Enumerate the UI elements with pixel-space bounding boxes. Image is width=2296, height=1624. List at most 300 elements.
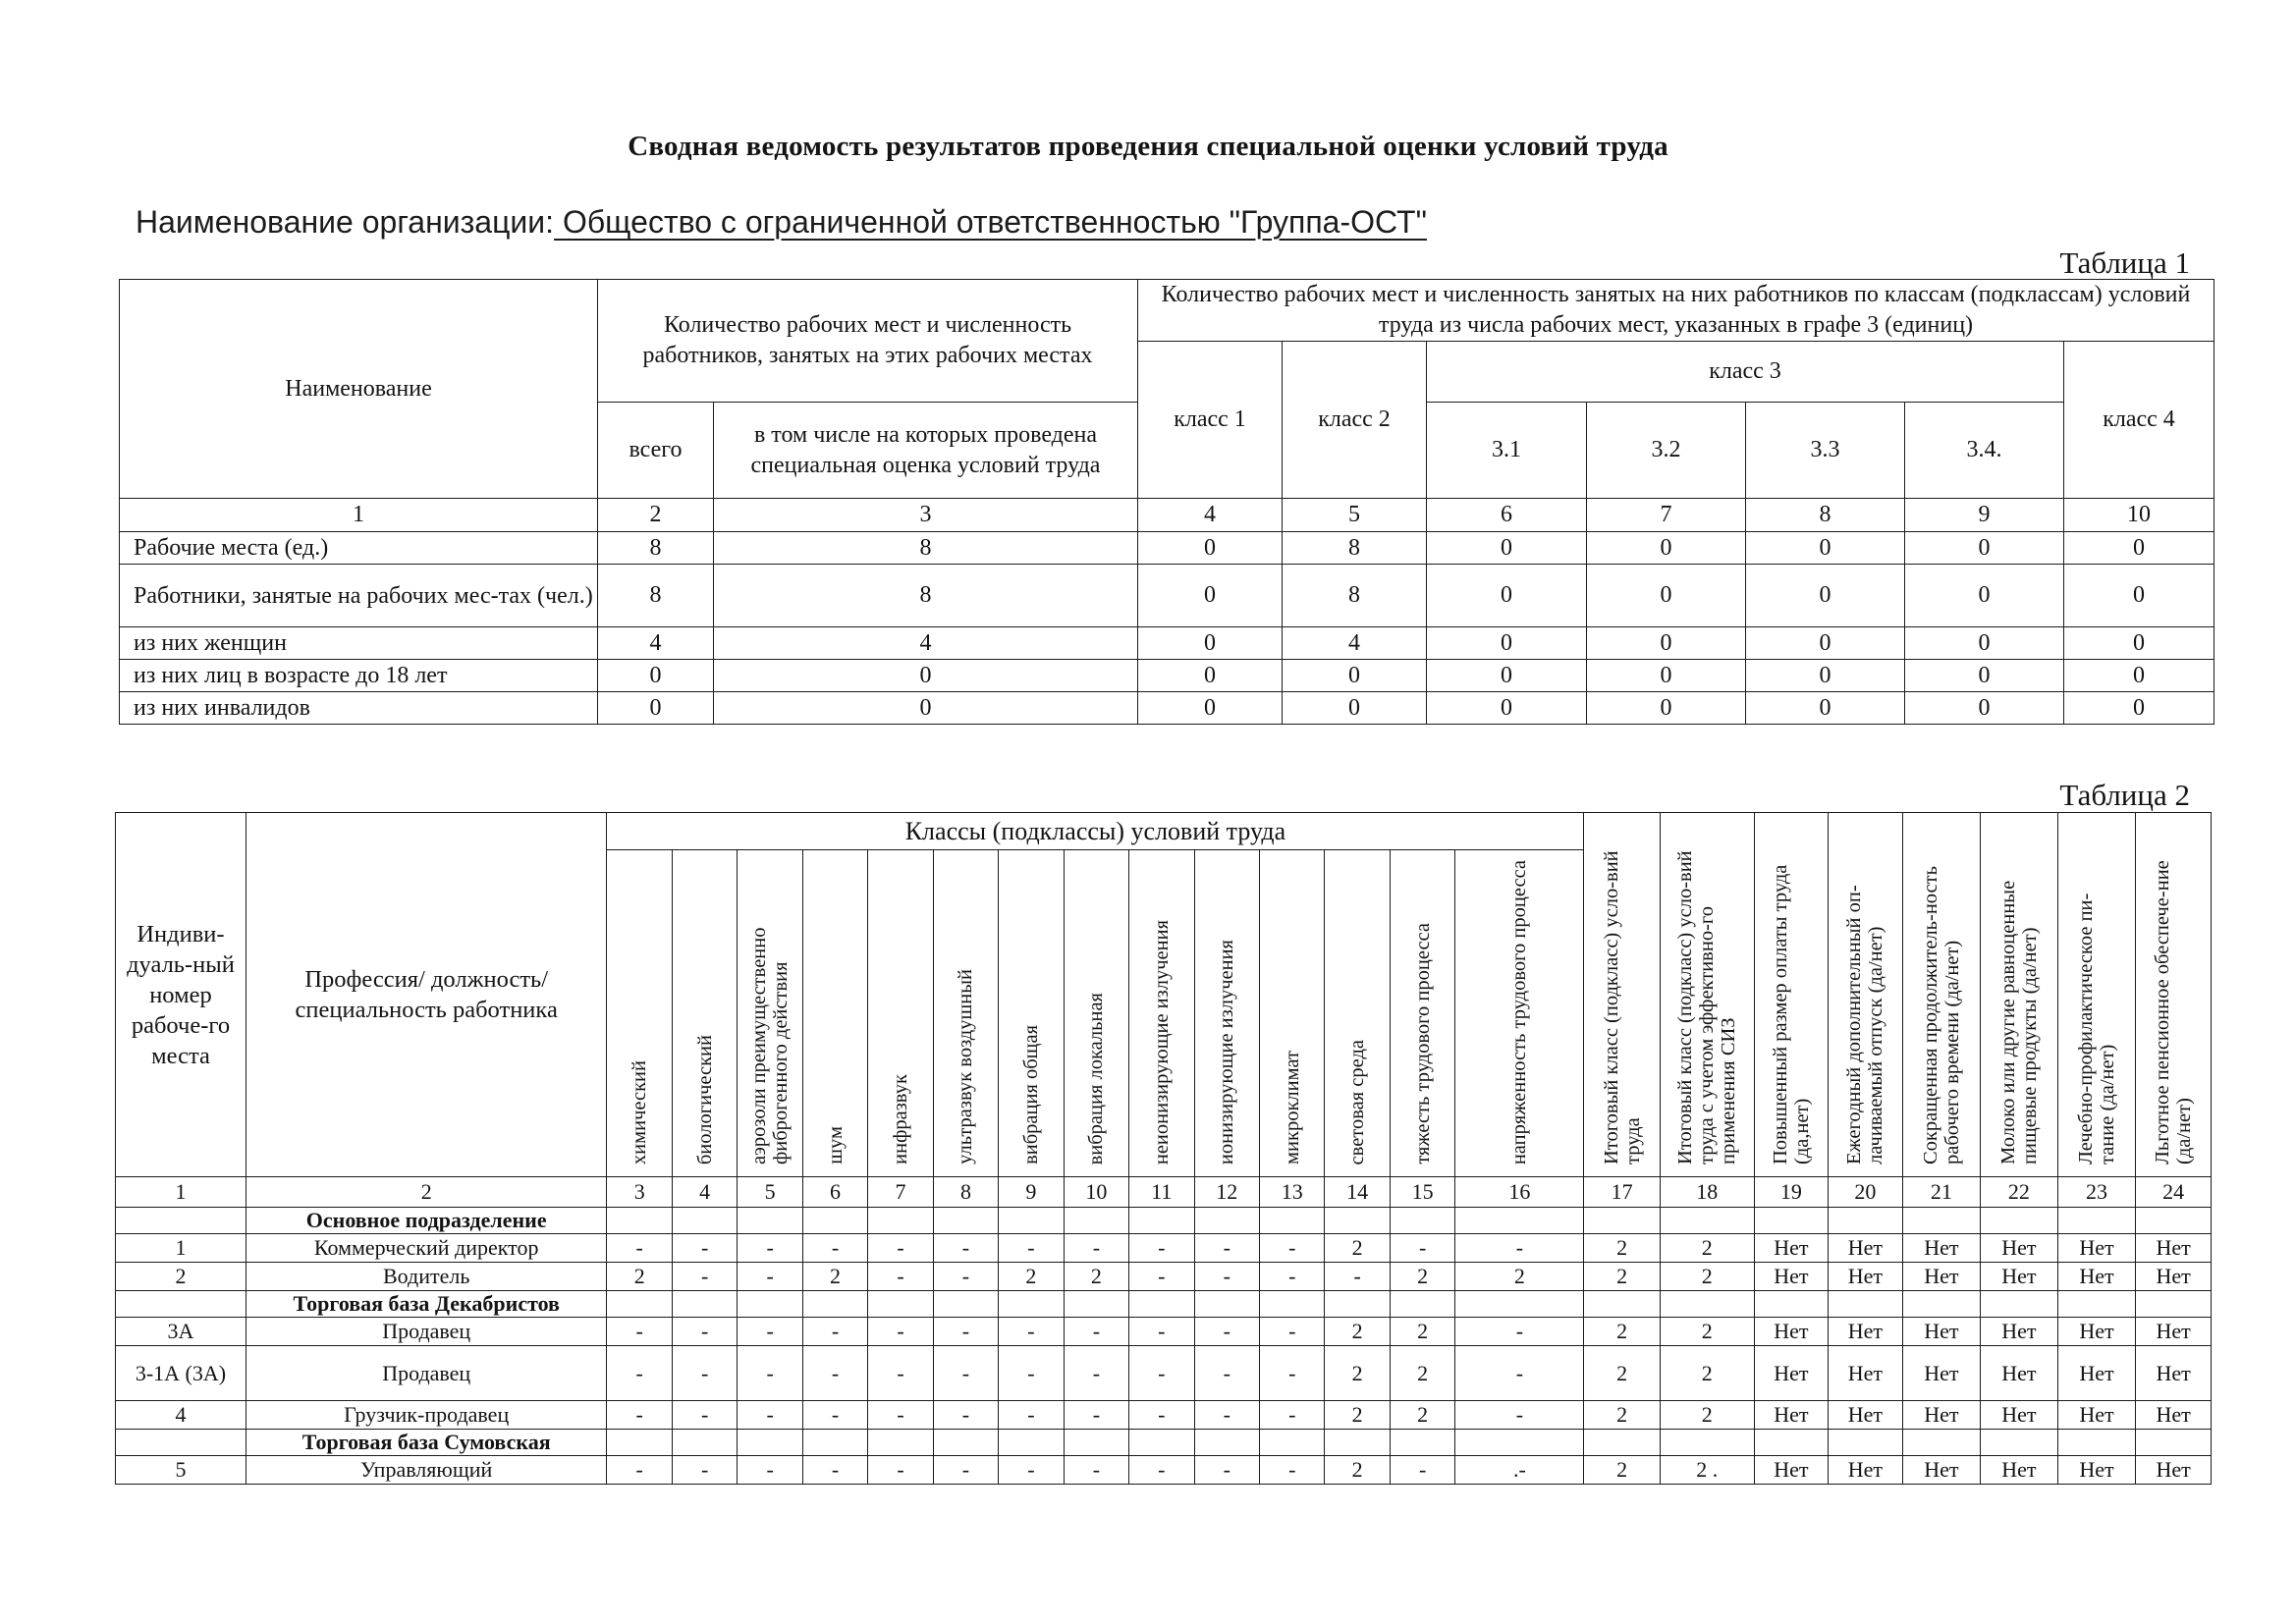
header-class3-1: 3.1	[1427, 403, 1587, 499]
empty-cell	[999, 1291, 1064, 1318]
table-cell: 0	[1138, 532, 1283, 565]
header-pay-text: Повышенный размер оплаты труда (да,нет)	[1769, 864, 1813, 1164]
table-cell: -	[738, 1234, 802, 1263]
row-label: Рабочие места (ед.)	[120, 532, 598, 565]
empty-cell	[1660, 1208, 1754, 1234]
empty-cell	[738, 1430, 802, 1456]
column-number-row	[116, 1177, 2212, 1208]
table-cell: -	[672, 1346, 737, 1401]
header-class3-4: 3.4.	[1905, 403, 2064, 499]
empty-cell	[868, 1208, 933, 1234]
table-row	[120, 692, 2214, 725]
header-shorter-time-text: Сокращенная продолжитель-ность рабочего времени (да/нет)	[1919, 866, 1963, 1164]
workplace-id: 3-1А (3А)	[116, 1346, 246, 1401]
table-cell: 0	[1138, 565, 1283, 627]
empty-cell	[116, 1291, 246, 1318]
table-cell: 2	[1064, 1263, 1128, 1291]
table-cell: -	[868, 1401, 933, 1430]
table-cell: 0	[2064, 692, 2214, 725]
table-cell: -	[933, 1346, 998, 1401]
header-factor-text: шум	[824, 1126, 847, 1164]
table-cell: 0	[714, 692, 1138, 725]
empty-cell	[999, 1430, 1064, 1456]
table-cell: -	[868, 1263, 933, 1291]
header-class4: класс 4	[2064, 342, 2214, 499]
table-cell: -	[1260, 1401, 1325, 1430]
header-factor-text: вибрация локальная	[1085, 992, 1108, 1164]
column-number: 2	[246, 1177, 607, 1208]
table-cell: 0	[1427, 660, 1587, 692]
table-cell: -	[999, 1234, 1064, 1263]
header-shorter-time	[1902, 813, 1981, 1177]
table-cell: 2	[1584, 1234, 1661, 1263]
table-cell: -	[1390, 1456, 1454, 1485]
table-cell: Нет	[1754, 1401, 1829, 1430]
empty-cell	[1325, 1208, 1390, 1234]
table-cell: 2	[1390, 1263, 1454, 1291]
header-factor-text: тяжесть трудового процесса	[1411, 923, 1434, 1164]
table-cell: Нет	[2057, 1346, 2136, 1401]
table-cell: Нет	[1902, 1263, 1981, 1291]
empty-cell	[2057, 1291, 2136, 1318]
table-cell: Нет	[1981, 1346, 2058, 1401]
header-factor-text: инфразвук	[890, 1074, 911, 1164]
table-cell: -	[672, 1456, 737, 1485]
table-cell: 0	[1427, 692, 1587, 725]
table-cell: 2	[1584, 1401, 1661, 1430]
empty-cell	[1902, 1208, 1981, 1234]
column-number: 6	[1427, 499, 1587, 532]
table-cell: 0	[1587, 532, 1746, 565]
table-cell: -	[933, 1234, 998, 1263]
table-cell: -	[738, 1401, 802, 1430]
table-cell: Нет	[1754, 1234, 1829, 1263]
table-cell: -	[802, 1401, 867, 1430]
table-cell: -	[607, 1401, 672, 1430]
table-cell: 0	[598, 660, 714, 692]
table-cell: -	[1455, 1401, 1584, 1430]
header-leave	[1829, 813, 1903, 1177]
table-cell: Нет	[2136, 1401, 2212, 1430]
empty-cell	[1455, 1291, 1584, 1318]
header-nutrition-text: Лечебно-профилактическое пи-тание (да/нет)	[2074, 893, 2118, 1164]
header-classes-group: Классы (подклассы) условий труда	[607, 813, 1584, 850]
column-number: 8	[1746, 499, 1905, 532]
empty-cell	[1754, 1208, 1829, 1234]
table-cell: 8	[714, 565, 1138, 627]
header-factor	[1194, 850, 1259, 1177]
table-cell: 0	[1138, 660, 1283, 692]
header-factor	[1260, 850, 1325, 1177]
empty-cell	[672, 1430, 737, 1456]
header-factor-text: ионизирующие излучения	[1216, 939, 1238, 1164]
header-class2: класс 2	[1283, 342, 1427, 499]
profession: Управляющий	[246, 1456, 607, 1485]
table-cell: 0	[1905, 565, 2064, 627]
table-cell: 2	[1584, 1318, 1661, 1346]
table-cell: -	[1194, 1234, 1259, 1263]
table-cell: -	[1129, 1456, 1194, 1485]
header-factor	[1064, 850, 1128, 1177]
empty-cell	[1829, 1430, 1903, 1456]
table-row	[120, 660, 2214, 692]
profession: Грузчик-продавец	[246, 1401, 607, 1430]
table-cell: -	[802, 1318, 867, 1346]
table-cell: -	[607, 1456, 672, 1485]
header-final-class-siz	[1660, 813, 1754, 1177]
organization-line	[136, 204, 1427, 241]
table-cell: -	[738, 1263, 802, 1291]
header-pay	[1754, 813, 1829, 1177]
table-cell: -	[738, 1318, 802, 1346]
table-cell: -	[1194, 1346, 1259, 1401]
empty-cell	[1754, 1291, 1829, 1318]
header-factor	[933, 850, 998, 1177]
table-cell: 0	[714, 660, 1138, 692]
empty-cell	[1455, 1430, 1584, 1456]
table-cell: -	[1194, 1263, 1259, 1291]
empty-cell	[1981, 1208, 2058, 1234]
empty-cell	[607, 1208, 672, 1234]
empty-cell	[1902, 1291, 1981, 1318]
empty-cell	[1660, 1291, 1754, 1318]
table-cell: 8	[1283, 565, 1427, 627]
table-cell: .-	[1455, 1456, 1584, 1485]
header-factor-text: вибрация общая	[1019, 1025, 1042, 1164]
row-label: из них женщин	[120, 627, 598, 660]
table-cell: -	[1064, 1456, 1128, 1485]
table-cell: -	[1260, 1456, 1325, 1485]
header-class3: класс 3	[1427, 342, 2064, 403]
table-cell: 2	[607, 1263, 672, 1291]
table-cell: -	[1455, 1234, 1584, 1263]
table-cell: 0	[1746, 565, 1905, 627]
table-cell: Нет	[2136, 1318, 2212, 1346]
row-label: из них инвалидов	[120, 692, 598, 725]
table-cell: -	[1194, 1456, 1259, 1485]
empty-cell	[738, 1208, 802, 1234]
empty-cell	[1325, 1430, 1390, 1456]
table-cell: Нет	[1829, 1401, 1903, 1430]
table-cell: 0	[1283, 692, 1427, 725]
header-factor-text: ультразвук воздушный	[955, 969, 977, 1164]
section-row	[116, 1430, 2212, 1456]
header-total: всего	[598, 403, 714, 499]
table-cell: Нет	[2136, 1346, 2212, 1401]
table-cell: 0	[1746, 692, 1905, 725]
table-cell: 0	[598, 692, 714, 725]
header-factor-text: световая среда	[1346, 1039, 1369, 1164]
table-row	[120, 532, 2214, 565]
empty-cell	[1584, 1430, 1661, 1456]
table-cell: 0	[1587, 627, 1746, 660]
column-number: 3	[607, 1177, 672, 1208]
table-cell: Нет	[1829, 1263, 1903, 1291]
empty-cell	[1902, 1430, 1981, 1456]
header-factor	[802, 850, 867, 1177]
empty-cell	[1064, 1291, 1128, 1318]
header-factor	[1390, 850, 1454, 1177]
table-cell: 0	[2064, 565, 2214, 627]
empty-cell	[672, 1208, 737, 1234]
table-cell: Нет	[1754, 1318, 1829, 1346]
empty-cell	[116, 1208, 246, 1234]
table-cell: Нет	[1902, 1346, 1981, 1401]
table-cell: Нет	[2136, 1263, 2212, 1291]
empty-cell	[1325, 1291, 1390, 1318]
table-cell: -	[868, 1234, 933, 1263]
empty-cell	[2136, 1208, 2212, 1234]
empty-cell	[1194, 1430, 1259, 1456]
empty-cell	[2057, 1208, 2136, 1234]
table-cell: -	[1129, 1401, 1194, 1430]
header-factor-text: аэрозоли преимущественно фиброгенного действия	[748, 927, 793, 1164]
table-cell: Нет	[1902, 1234, 1981, 1263]
empty-cell	[738, 1291, 802, 1318]
table-cell: Нет	[1902, 1401, 1981, 1430]
column-number: 16	[1455, 1177, 1584, 1208]
table-cell: -	[933, 1401, 998, 1430]
table-cell: -	[868, 1318, 933, 1346]
table-cell: 2	[999, 1263, 1064, 1291]
table1-caption: Таблица 1	[2059, 245, 2190, 280]
table-cell: Нет	[1902, 1318, 1981, 1346]
workplace-id: 3А	[116, 1318, 246, 1346]
table-cell: -	[1129, 1346, 1194, 1401]
header-pension-text: Льготное пенсионное обеспече-ние (да/нет)	[2152, 860, 2196, 1164]
table-cell: -	[1390, 1234, 1454, 1263]
table-cell: 2	[1325, 1456, 1390, 1485]
empty-cell	[802, 1208, 867, 1234]
empty-cell	[1260, 1208, 1325, 1234]
table-cell: 2	[1584, 1456, 1661, 1485]
column-number: 22	[1981, 1177, 2058, 1208]
table-cell: 0	[1746, 627, 1905, 660]
table-cell: Нет	[2136, 1456, 2212, 1485]
header-factor	[1129, 850, 1194, 1177]
header-leave-text: Ежегодный дополнительный оп-лачиваемый отпуск (да/нет)	[1843, 885, 1887, 1164]
table-cell: 2	[1660, 1263, 1754, 1291]
header-class1: класс 1	[1138, 342, 1283, 499]
table-cell: -	[1129, 1234, 1194, 1263]
table-cell: 0	[1587, 692, 1746, 725]
table-cell: Нет	[1754, 1456, 1829, 1485]
header-factor-text: химический	[629, 1059, 651, 1164]
empty-cell	[1584, 1291, 1661, 1318]
table-cell: -	[1064, 1234, 1128, 1263]
section-row	[116, 1208, 2212, 1234]
table-cell: -	[999, 1318, 1064, 1346]
row-label: из них лиц в возрасте до 18 лет	[120, 660, 598, 692]
header-factor	[868, 850, 933, 1177]
header-factor-text: неионизирующие излучения	[1150, 919, 1173, 1164]
table-cell: 0	[1283, 660, 1427, 692]
table-row	[116, 1401, 2212, 1430]
table-cell: 0	[2064, 532, 2214, 565]
table-cell: 2 .	[1660, 1456, 1754, 1485]
table-cell: -	[999, 1456, 1064, 1485]
table-cell: Нет	[1981, 1234, 2058, 1263]
column-number: 20	[1829, 1177, 1903, 1208]
table-cell: Нет	[1754, 1263, 1829, 1291]
table-cell: -	[999, 1401, 1064, 1430]
table-cell: 2	[1390, 1401, 1454, 1430]
empty-cell	[1981, 1291, 2058, 1318]
profession: Продавец	[246, 1318, 607, 1346]
table-cell: 2	[1390, 1346, 1454, 1401]
table-cell: 0	[1905, 532, 2064, 565]
table-cell: -	[1129, 1318, 1194, 1346]
empty-cell	[2057, 1430, 2136, 1456]
column-number: 9	[1905, 499, 2064, 532]
table-cell: 0	[1905, 692, 2064, 725]
header-class-group: Количество рабочих мест и численность занятых на них работников по классам (подклассам) условий труда из числа рабочих мест, указанных в графе 3 (единиц)	[1138, 280, 2214, 342]
table-cell: 2	[1660, 1401, 1754, 1430]
table-row	[120, 565, 2214, 627]
header-pension	[2136, 813, 2212, 1177]
empty-cell	[933, 1291, 998, 1318]
organization-label: Наименование организации:	[136, 204, 555, 240]
table-cell: 0	[1746, 532, 1905, 565]
header-name: Наименование	[120, 280, 598, 499]
table-cell: -	[1260, 1234, 1325, 1263]
table-cell: Нет	[2136, 1234, 2212, 1263]
empty-cell	[1455, 1208, 1584, 1234]
table-cell: 2	[1325, 1401, 1390, 1430]
header-nutrition	[2057, 813, 2136, 1177]
column-number: 23	[2057, 1177, 2136, 1208]
table-cell: Нет	[1981, 1318, 2058, 1346]
column-number: 8	[933, 1177, 998, 1208]
table-cell: -	[1194, 1318, 1259, 1346]
empty-cell	[802, 1430, 867, 1456]
table-cell: 0	[1138, 627, 1283, 660]
table-cell: -	[1129, 1263, 1194, 1291]
table-row	[116, 1346, 2212, 1401]
empty-cell	[1194, 1208, 1259, 1234]
table-cell: -	[933, 1318, 998, 1346]
table-cell: 2	[1455, 1263, 1584, 1291]
workplace-id: 5	[116, 1456, 246, 1485]
table-cell: -	[868, 1346, 933, 1401]
profession: Коммерческий директор	[246, 1234, 607, 1263]
header-factor	[999, 850, 1064, 1177]
empty-cell	[868, 1291, 933, 1318]
workplace-id: 1	[116, 1234, 246, 1263]
table-cell: 2	[1660, 1346, 1754, 1401]
table-cell: 2	[1325, 1234, 1390, 1263]
header-class3-3: 3.3	[1746, 403, 1905, 499]
empty-cell	[1129, 1291, 1194, 1318]
table-cell: -	[738, 1456, 802, 1485]
row-label: Работники, занятые на рабочих мес-тах (чел.)	[120, 565, 598, 627]
header-assessed: в том числе на которых проведена специальная оценка условий труда	[714, 403, 1138, 499]
table-cell: Нет	[1981, 1456, 2058, 1485]
table-cell: -	[802, 1346, 867, 1401]
empty-cell	[1064, 1430, 1128, 1456]
header-final-class-siz-text: Итоговый класс (подкласс) усло-вий труда с учетом эффективно-го применения СИЗ	[1674, 850, 1740, 1164]
empty-cell	[1260, 1291, 1325, 1318]
table-cell: -	[1325, 1263, 1390, 1291]
header-milk-text: Молоко или другие равноценные пищевые продукты (да/нет)	[1996, 880, 2041, 1164]
table-row	[116, 1263, 2212, 1291]
empty-cell	[1981, 1430, 2058, 1456]
workplaces-table	[115, 812, 2212, 1485]
column-number: 9	[999, 1177, 1064, 1208]
empty-cell	[802, 1291, 867, 1318]
table-cell: -	[738, 1346, 802, 1401]
column-number: 24	[2136, 1177, 2212, 1208]
table-cell: 8	[714, 532, 1138, 565]
table-cell: 0	[1587, 565, 1746, 627]
column-number: 5	[1283, 499, 1427, 532]
table-cell: 2	[1390, 1318, 1454, 1346]
table-cell: -	[672, 1263, 737, 1291]
table-cell: -	[672, 1401, 737, 1430]
empty-cell	[1194, 1291, 1259, 1318]
table-cell: 4	[1283, 627, 1427, 660]
profession: Продавец	[246, 1346, 607, 1401]
header-final-class	[1584, 813, 1661, 1177]
empty-cell	[1829, 1291, 1903, 1318]
table-row	[120, 627, 2214, 660]
column-number: 19	[1754, 1177, 1829, 1208]
table-row	[116, 1318, 2212, 1346]
table-row	[116, 1234, 2212, 1263]
header-workplace-id: Индиви-дуаль-ный номер рабоче-го места	[116, 813, 246, 1177]
table-cell: 0	[2064, 660, 2214, 692]
table2-caption: Таблица 2	[2059, 778, 2190, 812]
table-cell: Нет	[2057, 1263, 2136, 1291]
table-cell: 2	[1584, 1263, 1661, 1291]
section-title: Торговая база Декабристов	[246, 1291, 607, 1318]
empty-cell	[116, 1430, 246, 1456]
column-number: 10	[2064, 499, 2214, 532]
empty-cell	[672, 1291, 737, 1318]
table-cell: -	[1455, 1318, 1584, 1346]
table-cell: Нет	[1754, 1346, 1829, 1401]
empty-cell	[933, 1430, 998, 1456]
table-cell: 0	[1427, 565, 1587, 627]
table-cell: Нет	[1981, 1263, 2058, 1291]
column-number: 3	[714, 499, 1138, 532]
table-cell: -	[999, 1346, 1064, 1401]
table-cell: -	[1064, 1318, 1128, 1346]
column-number: 6	[802, 1177, 867, 1208]
table-cell: 4	[714, 627, 1138, 660]
table-cell: 0	[1427, 532, 1587, 565]
empty-cell	[607, 1291, 672, 1318]
empty-cell	[607, 1430, 672, 1456]
table-cell: -	[607, 1234, 672, 1263]
column-number: 10	[1064, 1177, 1128, 1208]
table-cell: 2	[1325, 1346, 1390, 1401]
column-number: 1	[120, 499, 598, 532]
empty-cell	[1129, 1208, 1194, 1234]
empty-cell	[1754, 1430, 1829, 1456]
table-cell: 2	[1584, 1346, 1661, 1401]
document-title: Сводная ведомость результатов проведения специальной оценки условий труда	[628, 131, 1668, 162]
header-factor	[738, 850, 802, 1177]
table-cell: Нет	[1829, 1318, 1903, 1346]
header-class3-2: 3.2	[1587, 403, 1746, 499]
table-cell: -	[933, 1263, 998, 1291]
table-cell: -	[802, 1456, 867, 1485]
column-number: 13	[1260, 1177, 1325, 1208]
table-cell: 0	[2064, 627, 2214, 660]
header-final-class-text: Итоговый класс (подкласс) усло-вий труда	[1600, 850, 1644, 1164]
table-cell: Нет	[1981, 1401, 2058, 1430]
